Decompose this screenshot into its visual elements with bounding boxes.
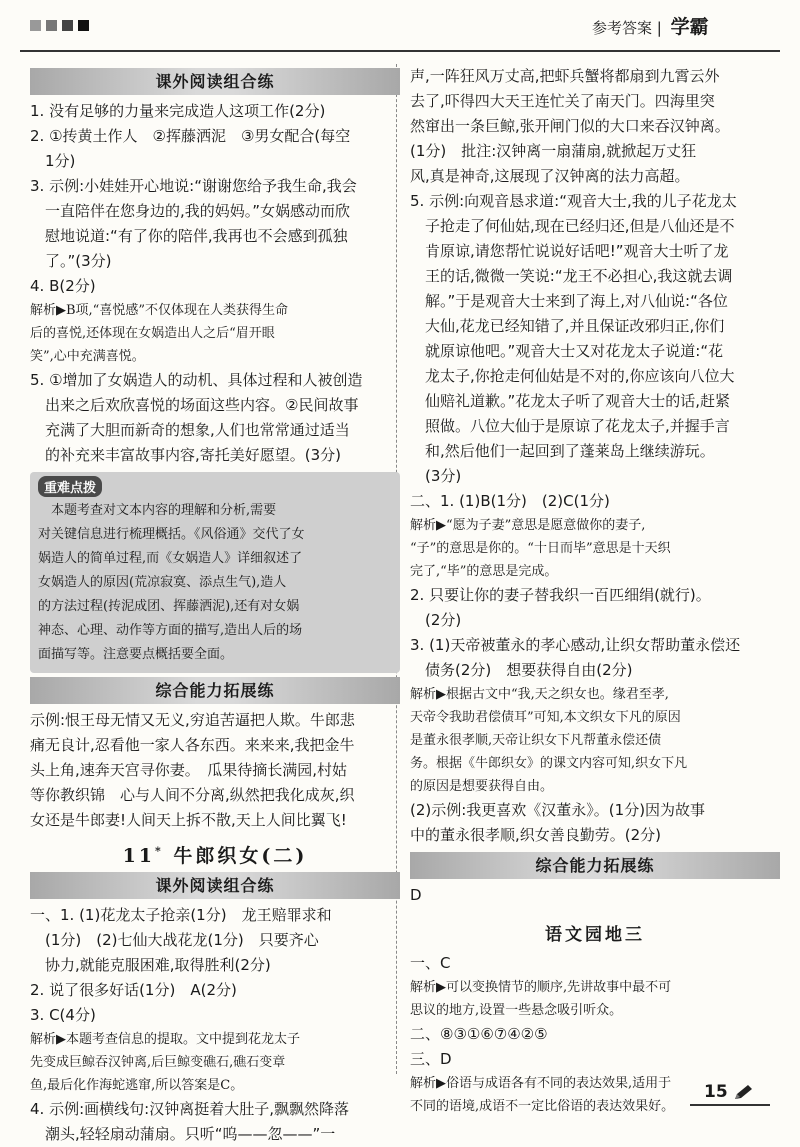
- page-header: [0, 0, 800, 62]
- explanation-line: 解析▶俗语与成语各有不同的表达效果,适用于: [410, 1076, 672, 1091]
- explanation-line: 解析▶B项,“喜悦感”不仅体现在人类获得生命: [30, 303, 288, 318]
- answer-line: 去了,吓得四大天王连忙关了南天门。四海里突: [410, 92, 715, 110]
- answer-line: 4. B(2分): [30, 277, 96, 295]
- box-line: 对关键信息进行梳理概括。《风俗通》交代了女: [38, 527, 305, 542]
- box-line: 娲造人的简单过程,而《女娲造人》详细叙述了: [38, 551, 303, 566]
- answer-line: 和,然后他们一起回到了蓬莱岛上继续游玩。: [410, 442, 715, 460]
- left-column: [30, 64, 400, 1147]
- explanation-line: 思议的地方,设置一些悬念吸引听众。: [410, 1003, 623, 1018]
- explanation-line: “子”的意思是你的。“十日而毕”意思是十天织: [410, 541, 671, 556]
- box-line: 女娲造人的原因(荒凉寂寞、添点生气),造人: [38, 575, 287, 590]
- page-number: 15: [704, 1082, 728, 1102]
- explanation-line: 务。根据《牛郎织女》的课文内容可知,织女下凡: [410, 756, 688, 771]
- explanation-line: 的原因是想要获得自由。: [410, 779, 554, 794]
- brand-name: 学霸: [670, 16, 709, 38]
- answer-line: 1分): [30, 152, 76, 170]
- answer-line: 照做。八位大仙于是原谅了花龙太子,并握手言: [410, 417, 730, 435]
- lesson-number: 11: [122, 845, 156, 867]
- answer-line: 龙太子,你抢走何仙姑是不对的,你应该向八位大: [410, 367, 735, 385]
- answer-line: 了。”(3分): [30, 252, 112, 270]
- answer-line: 充满了大胆而新奇的想象,人们也常常通过适当: [30, 421, 350, 439]
- answer-line: 2. ①抟黄土作人 ②挥藤洒泥 ③男女配合(每空: [30, 127, 351, 145]
- answer-line: (2)示例:我更喜欢《汉董永》。(1分)因为故事: [410, 801, 706, 819]
- explanation-block: [30, 299, 400, 368]
- explanation-block: [410, 514, 780, 583]
- answer-line: (1分) (2)七仙大战花龙(1分) 只要齐心: [30, 931, 319, 949]
- answer-line: 一直陪伴在您身边的,我的妈妈。”女娲感动而欣: [30, 202, 351, 220]
- answer-line: 债务(2分) 想要获得自由(2分): [410, 661, 633, 679]
- answer-line: 3. (1)天帝被董永的孝心感动,让织女帮助董永偿还: [410, 636, 741, 654]
- answer-line: 3. 示例:小娃娃开心地说:“谢谢您给予我生命,我会: [30, 177, 357, 195]
- explanation-block: [30, 1028, 400, 1097]
- answer-line: 3. C(4分): [30, 1006, 96, 1024]
- answer-line: 一、1. (1)花龙太子抢亲(1分) 龙王赔罪求和: [30, 906, 332, 924]
- explanation-line: 不同的语境,成语不一定比俗语的表达效果好。: [410, 1099, 675, 1114]
- box-line: 神态、心理、动作等方面的描写,造出人后的场: [38, 623, 303, 638]
- answer-line: 就原谅他吧。”观音大士又对花龙太子说道:“花: [410, 342, 724, 360]
- section-band: 课外阅读组合练: [30, 68, 400, 95]
- answer-line: 头上角,速奔天宫寻你妻。 瓜果待摘长满园,村姑: [30, 761, 348, 779]
- answers-block: [410, 798, 780, 848]
- answers-block: [410, 64, 780, 514]
- answer-line: 二、1. (1)B(1分) (2)C(1分): [410, 492, 610, 510]
- explanation-line: 后的喜悦,还体现在女娲造出人之后“眉开眼: [30, 326, 275, 341]
- explanation-line: 先变成巨鲸吞汉钟离,后巨鲸变礁石,礁石变章: [30, 1055, 286, 1070]
- pen-icon: [732, 1084, 754, 1102]
- answer-line: 子抢走了何仙姑,现在已经归还,但是八仙还是不: [410, 217, 735, 235]
- section-title: 语文园地三: [545, 925, 645, 945]
- answer-line: (1分) 批注:汉钟离一扇蒲扇,就掀起万丈狂: [410, 142, 697, 160]
- answer-line: 潮头,轻轻扇动蒲扇。只听“呜——忽——”一: [30, 1125, 336, 1143]
- answers-block: [30, 368, 400, 468]
- header-brand: 参考答案 | 学霸: [592, 16, 709, 38]
- answers-block: [410, 583, 780, 683]
- answer-line: 三、D: [410, 1050, 452, 1068]
- header-rule: [20, 50, 780, 52]
- explanation-line: 笑”,心中充满喜悦。: [30, 349, 145, 364]
- explanation-block: [410, 976, 780, 1022]
- answer-line: 仙赔礼道歉。”花龙太子听了观音大士的话,赶紧: [410, 392, 731, 410]
- answer-line: 2. 说了很多好话(1分) A(2分): [30, 981, 237, 999]
- section-band: 课外阅读组合练: [30, 872, 400, 899]
- answer-line: 然窜出一条巨鲸,张开闸门似的大口来吞汉钟离。: [410, 117, 730, 135]
- lesson-name: 牛郎织女(二): [173, 845, 308, 867]
- answer-line: D: [410, 886, 422, 904]
- lesson-title: [30, 841, 400, 868]
- answer-line: 一、C: [410, 954, 451, 972]
- box-line: 面描写等。注意要点概括要全面。: [38, 647, 234, 662]
- answer-line: 出来之后欢欣喜悦的场面这些内容。②民间故事: [30, 396, 359, 414]
- answer-line: 大仙,花龙已经知错了,并且保证改邪归正,你们: [410, 317, 725, 335]
- explanation-line: 天帝令我助君偿债耳”可知,本文织女下凡的原因: [410, 710, 681, 725]
- answer-line: 慰地说道:“有了你的陪伴,我再也不会感到孤独: [30, 227, 348, 245]
- header-square: [46, 20, 57, 31]
- answer-line: 1. 没有足够的力量来完成造人这项工作(2分): [30, 102, 326, 120]
- explanation-line: 完了,“毕”的意思是完成。: [410, 564, 558, 579]
- header-square: [30, 20, 41, 31]
- explanation-line: 解析▶根据古文中“我,天之织女也。缘君至孝,: [410, 687, 669, 702]
- answer-line: 4. 示例:画横线句:汉钟离挺着大肚子,飘飘然降落: [30, 1100, 349, 1118]
- header-square: [78, 20, 89, 31]
- answer-line: 王的话,微微一笑说:“龙王不必担心,我这就去调: [410, 267, 733, 285]
- answer-line: 5. ①增加了女娲造人的动机、具体过程和人被创造: [30, 371, 363, 389]
- header-square: [62, 20, 73, 31]
- answer-line: 解。”于是观音大士来到了海上,对八仙说:“各位: [410, 292, 728, 310]
- answer-line: 二、⑧③①⑥⑦④②⑤: [410, 1025, 548, 1043]
- answer-line: 等你教织锦 心与人间不分离,纵然把我化成灰,织: [30, 786, 355, 804]
- answers-block: [30, 708, 400, 833]
- box-line: 本题考查对文本内容的理解和分析,需要: [38, 503, 277, 518]
- answer-line: 肯原谅,请您帮忙说说好话吧!”观音大士听了龙: [410, 242, 729, 260]
- answer-line: 风,真是神奇,这展现了汉钟离的法力高超。: [410, 167, 690, 185]
- explanation-line: 解析▶可以变换情节的顺序,先讲故事中最不可: [410, 980, 672, 995]
- answer-line: 声,一阵狂风万丈高,把虾兵蟹将都扇到九霄云外: [410, 67, 720, 85]
- explanation-line: 是董永很孝顺,天帝让织女下凡帮董永偿还债: [410, 733, 662, 748]
- section-band: 综合能力拓展练: [410, 852, 780, 879]
- answers-block: [30, 903, 400, 1028]
- answers-block: [30, 1097, 400, 1147]
- answer-line: 女还是牛郎妻!人间天上拆不散,天上人间比翼飞!: [30, 811, 347, 829]
- explanation-block: [410, 683, 780, 798]
- lesson-star: *: [155, 844, 164, 858]
- explanation-line: 解析▶“愿为子妻”意思是愿意做你的妻子,: [410, 518, 646, 533]
- key-point-box: [30, 472, 400, 673]
- section-band: 综合能力拓展练: [30, 677, 400, 704]
- key-point-tag: 重难点拨: [38, 476, 102, 497]
- answer-line: (3分): [410, 467, 462, 485]
- answer-line: 2. 只要让你的妻子替我织一百匹细绢(就行)。: [410, 586, 711, 604]
- answer-line: 5. 示例:向观音恳求道:“观音大士,我的儿子花龙太: [410, 192, 737, 210]
- box-line: 的方法过程(抟泥成团、挥藤洒泥),还有对女娲: [38, 599, 300, 614]
- answer-line: 痛无良计,忍看他一家人各东西。来来来,我把金牛: [30, 736, 355, 754]
- explanation-line: 鱼,最后化作海蛇逃窜,所以答案是C。: [30, 1078, 244, 1093]
- page-number-rule: [690, 1104, 770, 1106]
- answer-line: 示例:恨王母无情又无义,穷追苦逼把人欺。牛郎悲: [30, 711, 355, 729]
- answers-block: [30, 99, 400, 299]
- answer-line: (2分): [410, 611, 462, 629]
- header-label: 参考答案: [592, 19, 653, 37]
- answer-line: 协力,就能克服困难,取得胜利(2分): [30, 956, 271, 974]
- explanation-line: 解析▶本题考查信息的提取。文中提到花龙太子: [30, 1032, 300, 1047]
- right-column: [410, 64, 780, 1118]
- answer-line: 中的董永很孝顺,织女善良勤劳。(2分): [410, 826, 662, 844]
- answer-line: 的补充来丰富故事内容,寄托美好愿望。(3分): [30, 446, 342, 464]
